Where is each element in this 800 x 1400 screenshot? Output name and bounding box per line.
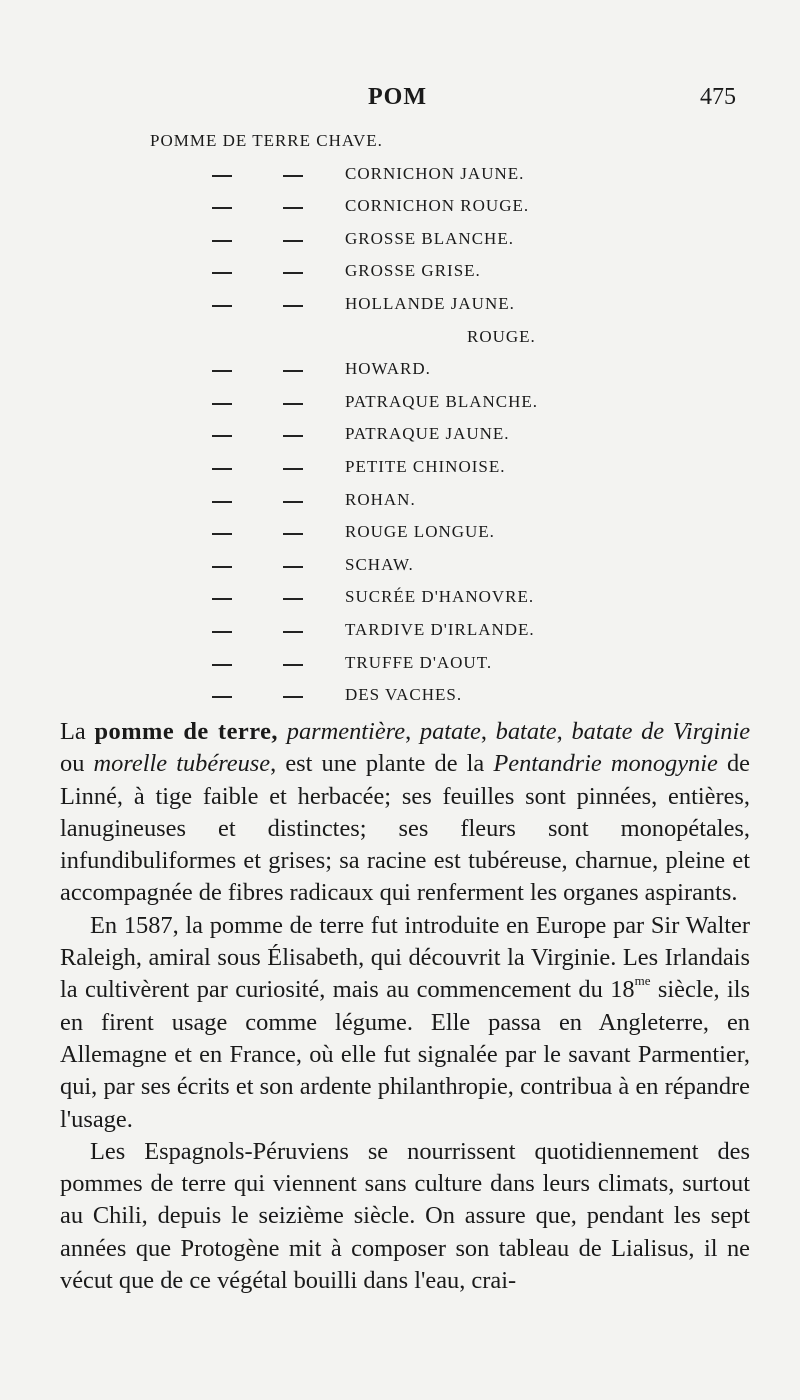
variety-list — [0, 128, 800, 715]
variety-row — [0, 389, 800, 422]
ditto-dash — [283, 566, 303, 568]
variety-name: HOWARD. — [345, 359, 431, 379]
ditto-dash — [283, 175, 303, 177]
ditto-dash — [212, 664, 232, 666]
variety-row — [0, 552, 800, 585]
variety-row — [0, 161, 800, 194]
ditto-dash — [283, 664, 303, 666]
ditto-dash — [212, 631, 232, 633]
ditto-dash — [212, 305, 232, 307]
variety-row — [0, 454, 800, 487]
ditto-dash — [212, 370, 232, 372]
ditto-dash — [283, 631, 303, 633]
variety-name: ROUGE LONGUE. — [345, 522, 495, 542]
running-title: POM — [368, 84, 427, 110]
ditto-dash — [212, 240, 232, 242]
variety-name: GROSSE GRISE. — [345, 261, 481, 281]
ditto-dash — [212, 598, 232, 600]
ditto-dash — [212, 272, 232, 274]
variety-name: ROUGE. — [467, 326, 536, 346]
variety-name: ROHAN. — [345, 489, 416, 509]
ditto-dash — [283, 403, 303, 405]
ditto-dash — [212, 403, 232, 405]
variety-name: CORNICHON ROUGE. — [345, 196, 530, 216]
ditto-dash — [212, 533, 232, 535]
ditto-dash — [283, 435, 303, 437]
variety-row — [0, 682, 800, 715]
variety-name: DES VACHES. — [345, 685, 463, 705]
page-number: 475 — [700, 84, 736, 110]
ditto-dash — [212, 207, 232, 209]
ditto-dash — [283, 370, 303, 372]
variety-name: PATRAQUE JAUNE. — [345, 424, 510, 444]
ditto-dash — [283, 696, 303, 698]
variety-row — [0, 487, 800, 520]
variety-row — [0, 356, 800, 389]
variety-name: SUCRÉE D'HANOVRE. — [345, 587, 535, 607]
ditto-dash — [212, 175, 232, 177]
variety-name: TARDIVE D'IRLANDE. — [345, 619, 535, 639]
ditto-dash — [283, 501, 303, 503]
ditto-dash — [283, 272, 303, 274]
entry-term: pomme de terre, — [94, 718, 279, 745]
ditto-dash — [283, 598, 303, 600]
variety-row — [0, 421, 800, 454]
variety-row — [0, 324, 800, 357]
ditto-dash — [212, 566, 232, 568]
ditto-dash — [212, 435, 232, 437]
variety-name: CORNICHON JAUNE. — [345, 163, 525, 183]
variety-row — [0, 193, 800, 226]
ditto-dash — [283, 468, 303, 470]
variety-row — [0, 291, 800, 324]
page-header — [0, 84, 800, 118]
variety-name: SCHAW. — [345, 554, 414, 574]
variety-row — [0, 617, 800, 650]
variety-name: HOLLANDE JAUNE. — [345, 293, 515, 313]
ditto-dash — [283, 240, 303, 242]
ditto-dash — [212, 696, 232, 698]
variety-row — [0, 128, 800, 161]
variety-name: PETITE CHINOISE. — [345, 456, 506, 476]
ditto-dash — [283, 305, 303, 307]
body-text — [60, 716, 750, 1297]
variety-name: POMME DE TERRE CHAVE. — [150, 131, 383, 150]
variety-row — [0, 226, 800, 259]
variety-row — [0, 650, 800, 683]
ditto-dash — [283, 533, 303, 535]
variety-name: GROSSE BLANCHE. — [345, 228, 514, 248]
ditto-dash — [212, 501, 232, 503]
ditto-dash — [212, 468, 232, 470]
paragraph-history: En 1587, la pomme de terre fut introduite en Europe par Sir Walter Raleigh, amiral sous Élisabeth, qui découvrit la Virginie. Les Irlandais la cultivèrent par curiosité, mais au commencement du $18^{me}$ siècle, ils en firent usage comme légume. Elle passa en Angleterre, en Allemagne et en France, où elle fut signalée par le savant Parmentier, qui, par ses écrits et son ardente philanthropie, contribua à en répandre l'usage. — [60, 911, 750, 1133]
variety-name: TRUFFE D'AOUT. — [345, 652, 493, 672]
variety-row — [0, 519, 800, 552]
variety-row — [0, 584, 800, 617]
paragraph-definition: La pomme de terre, parmentière, patate, batate, batate de Virginie ou morelle tubéreuse, est une plante de la Pentandrie monogynie de Linné, à tige faible et herbacée; ses feuilles sont pinnées, entières, lanugineuses et distinctes; ses fleurs sont monopétales, infundibuliformes et grises; sa racine est tubéreuse, charnue, pleine et accompagnée de fibres radicaux qui renferment les organes aspirants. — [60, 718, 751, 907]
variety-name: PATRAQUE BLANCHE. — [345, 391, 539, 411]
variety-row — [0, 258, 800, 291]
ditto-dash — [283, 207, 303, 209]
paragraph-peru: Les Espagnols-Péruviens se nourrissent quotidiennement des pommes de terre qui viennent sans culture dans leurs climats, surtout au Chili, depuis le seizième siècle. On assure que, pendant les sept années que Protogène mit à composer son tableau de Lialisus, il ne vécut que de ce végétal bouilli dans l'eau, crai- — [60, 1137, 750, 1295]
